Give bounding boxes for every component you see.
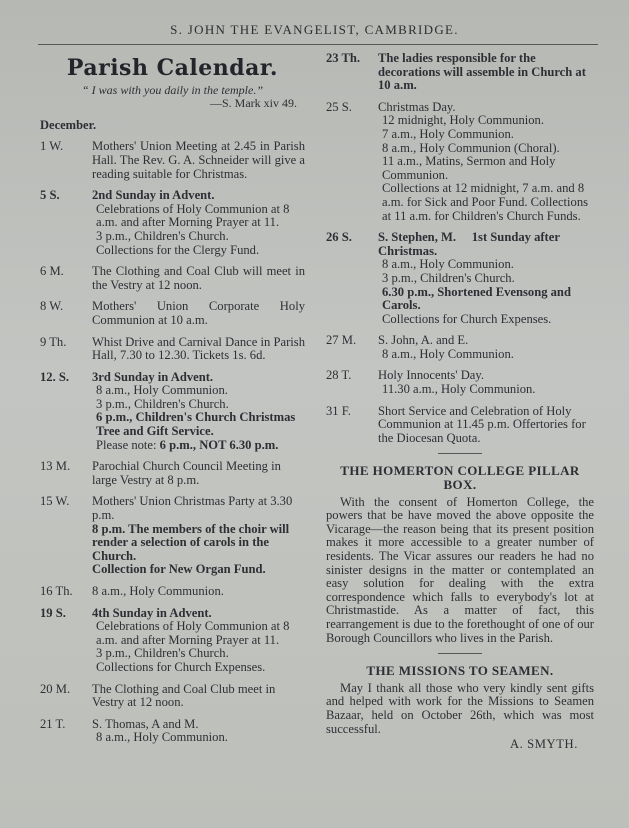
quote-citation: —S. Mark xiv 49. xyxy=(210,96,297,111)
entry-text xyxy=(92,495,305,577)
calendar-entry xyxy=(326,369,594,396)
entry-text xyxy=(92,371,305,453)
signature: A. SMYTH. xyxy=(509,737,578,752)
section-divider xyxy=(438,653,482,654)
entry-text: Mothers' Union Corporate Holy Communion at 10 a.m. xyxy=(92,299,305,327)
calendar-entry xyxy=(40,585,305,599)
entry-line: Mothers' Union Christmas Party at 3.30 p.m. xyxy=(92,494,293,523)
entry-date: 20 M. xyxy=(40,681,71,696)
calendar-entry xyxy=(326,334,594,361)
entry-date: 31 F. xyxy=(326,403,351,418)
entry-line: 3 p.m., Children's Church. xyxy=(382,270,515,285)
entry-text: The Clothing and Coal Club meet in Vestry at 12 noon. xyxy=(92,681,276,710)
entry-line: 3 p.m., Children's Church. xyxy=(96,646,229,661)
section-divider xyxy=(438,453,482,454)
entry-date: 23 Th. xyxy=(326,51,361,65)
entry-text xyxy=(92,718,305,745)
calendar-entry xyxy=(40,460,305,487)
calendar-entry xyxy=(326,52,594,93)
entry-line: 3 p.m., Children's Church. xyxy=(96,228,229,243)
entry-date: 6 M. xyxy=(40,264,64,279)
note-prefix: Please note: xyxy=(96,437,160,452)
left-column xyxy=(40,55,305,753)
entry-heading: 3rd Sunday in Advent. xyxy=(92,369,214,384)
entry-line: 11 a.m., Matins, Sermon and Holy Communion. xyxy=(382,154,556,182)
entry-line: 8 a.m., Holy Communion. xyxy=(96,383,228,398)
entry-text xyxy=(378,101,594,223)
entry-line: 6.30 p.m., Shortened Evensong and Carols. xyxy=(382,284,571,313)
entry-line: 8 p.m. The members of the choir will render a selection of carols in the Church. xyxy=(92,521,290,563)
entry-line: 8 a.m., Holy Communion. xyxy=(96,730,228,745)
calendar-entry xyxy=(326,101,594,223)
entry-date: 26 S. xyxy=(326,230,352,245)
entry-date: 9 Th. xyxy=(40,334,67,349)
entry-date: 28 T. xyxy=(326,368,352,383)
entry-line: 8 a.m., Holy Communion. xyxy=(382,257,514,272)
entry-date: 5 S. xyxy=(40,188,60,203)
entry-line: 8 a.m., Holy Communion. xyxy=(382,346,514,361)
calendar-entry xyxy=(40,683,305,710)
entry-line: 7 a.m., Holy Communion. xyxy=(382,126,514,141)
entry-text: Short Service and Celebration of Holy Communion at 11.45 p.m. Offertories for the Diocesan Quota. xyxy=(378,403,586,445)
entry-heading: Christmas Day. xyxy=(378,99,456,114)
calendar-entry xyxy=(40,607,305,675)
entry-line: Collections for Church Expenses. xyxy=(382,311,552,326)
entry-date: 12. S. xyxy=(40,369,70,384)
entry-text: 8 a.m., Holy Communion. xyxy=(92,584,224,598)
entry-date: 1 W. xyxy=(40,139,64,154)
entry-text: The ladies responsible for the decorations will assemble in Church at 10 a.m. xyxy=(378,51,586,93)
note-time: 6 p.m., NOT 6.30 p.m. xyxy=(159,437,279,452)
calendar-entry xyxy=(326,231,594,326)
entry-line: 3 p.m., Children's Church. xyxy=(96,396,229,411)
month-heading: December. xyxy=(40,117,97,132)
right-column xyxy=(326,52,594,752)
entry-line: Collections for the Clergy Fund. xyxy=(96,242,260,257)
entry-line xyxy=(92,439,305,453)
entry-line: 12 midnight, Holy Communion. xyxy=(382,113,544,128)
header-rule xyxy=(38,44,598,45)
entry-line: Collections for Church Expenses. xyxy=(96,659,266,674)
calendar-entry xyxy=(40,718,305,745)
entry-text xyxy=(378,369,594,396)
calendar-title: Parish Calendar. xyxy=(66,55,279,81)
calendar-entry xyxy=(40,189,305,257)
entry-line: 8 a.m., Holy Communion (Choral). xyxy=(382,140,560,155)
calendar-entry xyxy=(40,371,305,453)
entry-heading: 2nd Sunday in Advent. xyxy=(92,188,215,203)
missions-title: THE MISSIONS TO SEAMEN. xyxy=(366,663,554,679)
entry-text: Whist Drive and Carnival Dance in Parish Hall, 7.30 to 12.30. Tickets 1s. 6d. xyxy=(92,334,305,363)
entry-date: 25 S. xyxy=(326,99,352,114)
entry-date: 8 W. xyxy=(40,299,64,314)
calendar-entry xyxy=(40,265,305,292)
entry-heading: S. Stephen, M. 1st Sunday after Christmas. xyxy=(378,230,563,258)
entry-text xyxy=(378,231,594,326)
entry-line: S. Thomas, A and M. xyxy=(92,716,199,731)
entry-line: Celebrations of Holy Communion at 8 a.m. and after Morning Prayer at 11. xyxy=(96,619,290,647)
entry-date: 19 S. xyxy=(40,605,66,620)
entry-date: 16 Th. xyxy=(40,584,73,598)
entry-line: Collection for New Organ Fund. xyxy=(92,562,266,577)
entry-date: 13 M. xyxy=(40,459,71,474)
calendar-quote: “ I was with you daily in the temple.” xyxy=(82,82,263,97)
entry-date: 21 T. xyxy=(40,716,66,731)
entry-line: Celebrations of Holy Communion at 8 a.m. and after Morning Prayer at 11. xyxy=(96,201,290,230)
calendar-entry xyxy=(326,405,594,446)
entry-text xyxy=(92,607,305,675)
pillar-box-title: THE HOMERTON COLLEGE PILLAR BOX. xyxy=(340,463,580,493)
entry-text: Mothers' Union Meeting at 2.45 in Parish Hall. The Rev. G. A. Schneider will give a reading suitable for Christmas. xyxy=(92,139,305,181)
entry-text: The Clothing and Coal Club will meet in the Vestry at 12 noon. xyxy=(92,264,305,292)
entry-heading: 4th Sunday in Advent. xyxy=(92,605,212,620)
entry-text xyxy=(92,189,305,257)
entry-text xyxy=(378,334,594,361)
calendar-entry xyxy=(40,336,305,363)
entry-line: Holy Innocents' Day. xyxy=(378,368,485,383)
calendar-entry xyxy=(40,300,305,327)
entry-line: 6 p.m., Children's Church Christmas Tree and Gift Service. xyxy=(96,410,296,439)
entry-line: 11.30 a.m., Holy Communion. xyxy=(382,382,536,397)
missions-article: May I thank all those who very kindly sent gifts and helped with work for the Missions to Seamen Bazaar, held on October 26th, which was most successful. xyxy=(326,680,594,736)
entry-date: 27 M. xyxy=(326,333,357,348)
entry-date: 15 W. xyxy=(40,494,70,509)
entry-line: S. John, A. and E. xyxy=(378,333,469,348)
pillar-box-article: With the consent of Homerton College, the powers that be have moved the above opposite the Vicarage—the reason being that its present position makes it more accessible to a greater number of residents. The Vicar assures our readers he had no sinister designs in the matter or contemplated an easy solution for dealing with the extra correspondence which falls to everybody's lot at Christmastide. As a matter of fact, this rearrangement is due to the forethought of one of our Borough Councillors who lives in the Parish. xyxy=(326,494,594,645)
calendar-entry xyxy=(40,140,305,181)
entry-line: Collections at 12 midnight, 7 a.m. and 8 a.m. for Sick and Poor Fund. Collections at 11 a.m. for Children's Church Funds. xyxy=(382,181,589,223)
running-header: S. JOHN THE EVANGELIST, CAMBRIDGE. xyxy=(170,22,459,37)
entry-text: Parochial Church Council Meeting in large Vestry at 8 p.m. xyxy=(92,459,281,487)
calendar-entry xyxy=(40,495,305,577)
